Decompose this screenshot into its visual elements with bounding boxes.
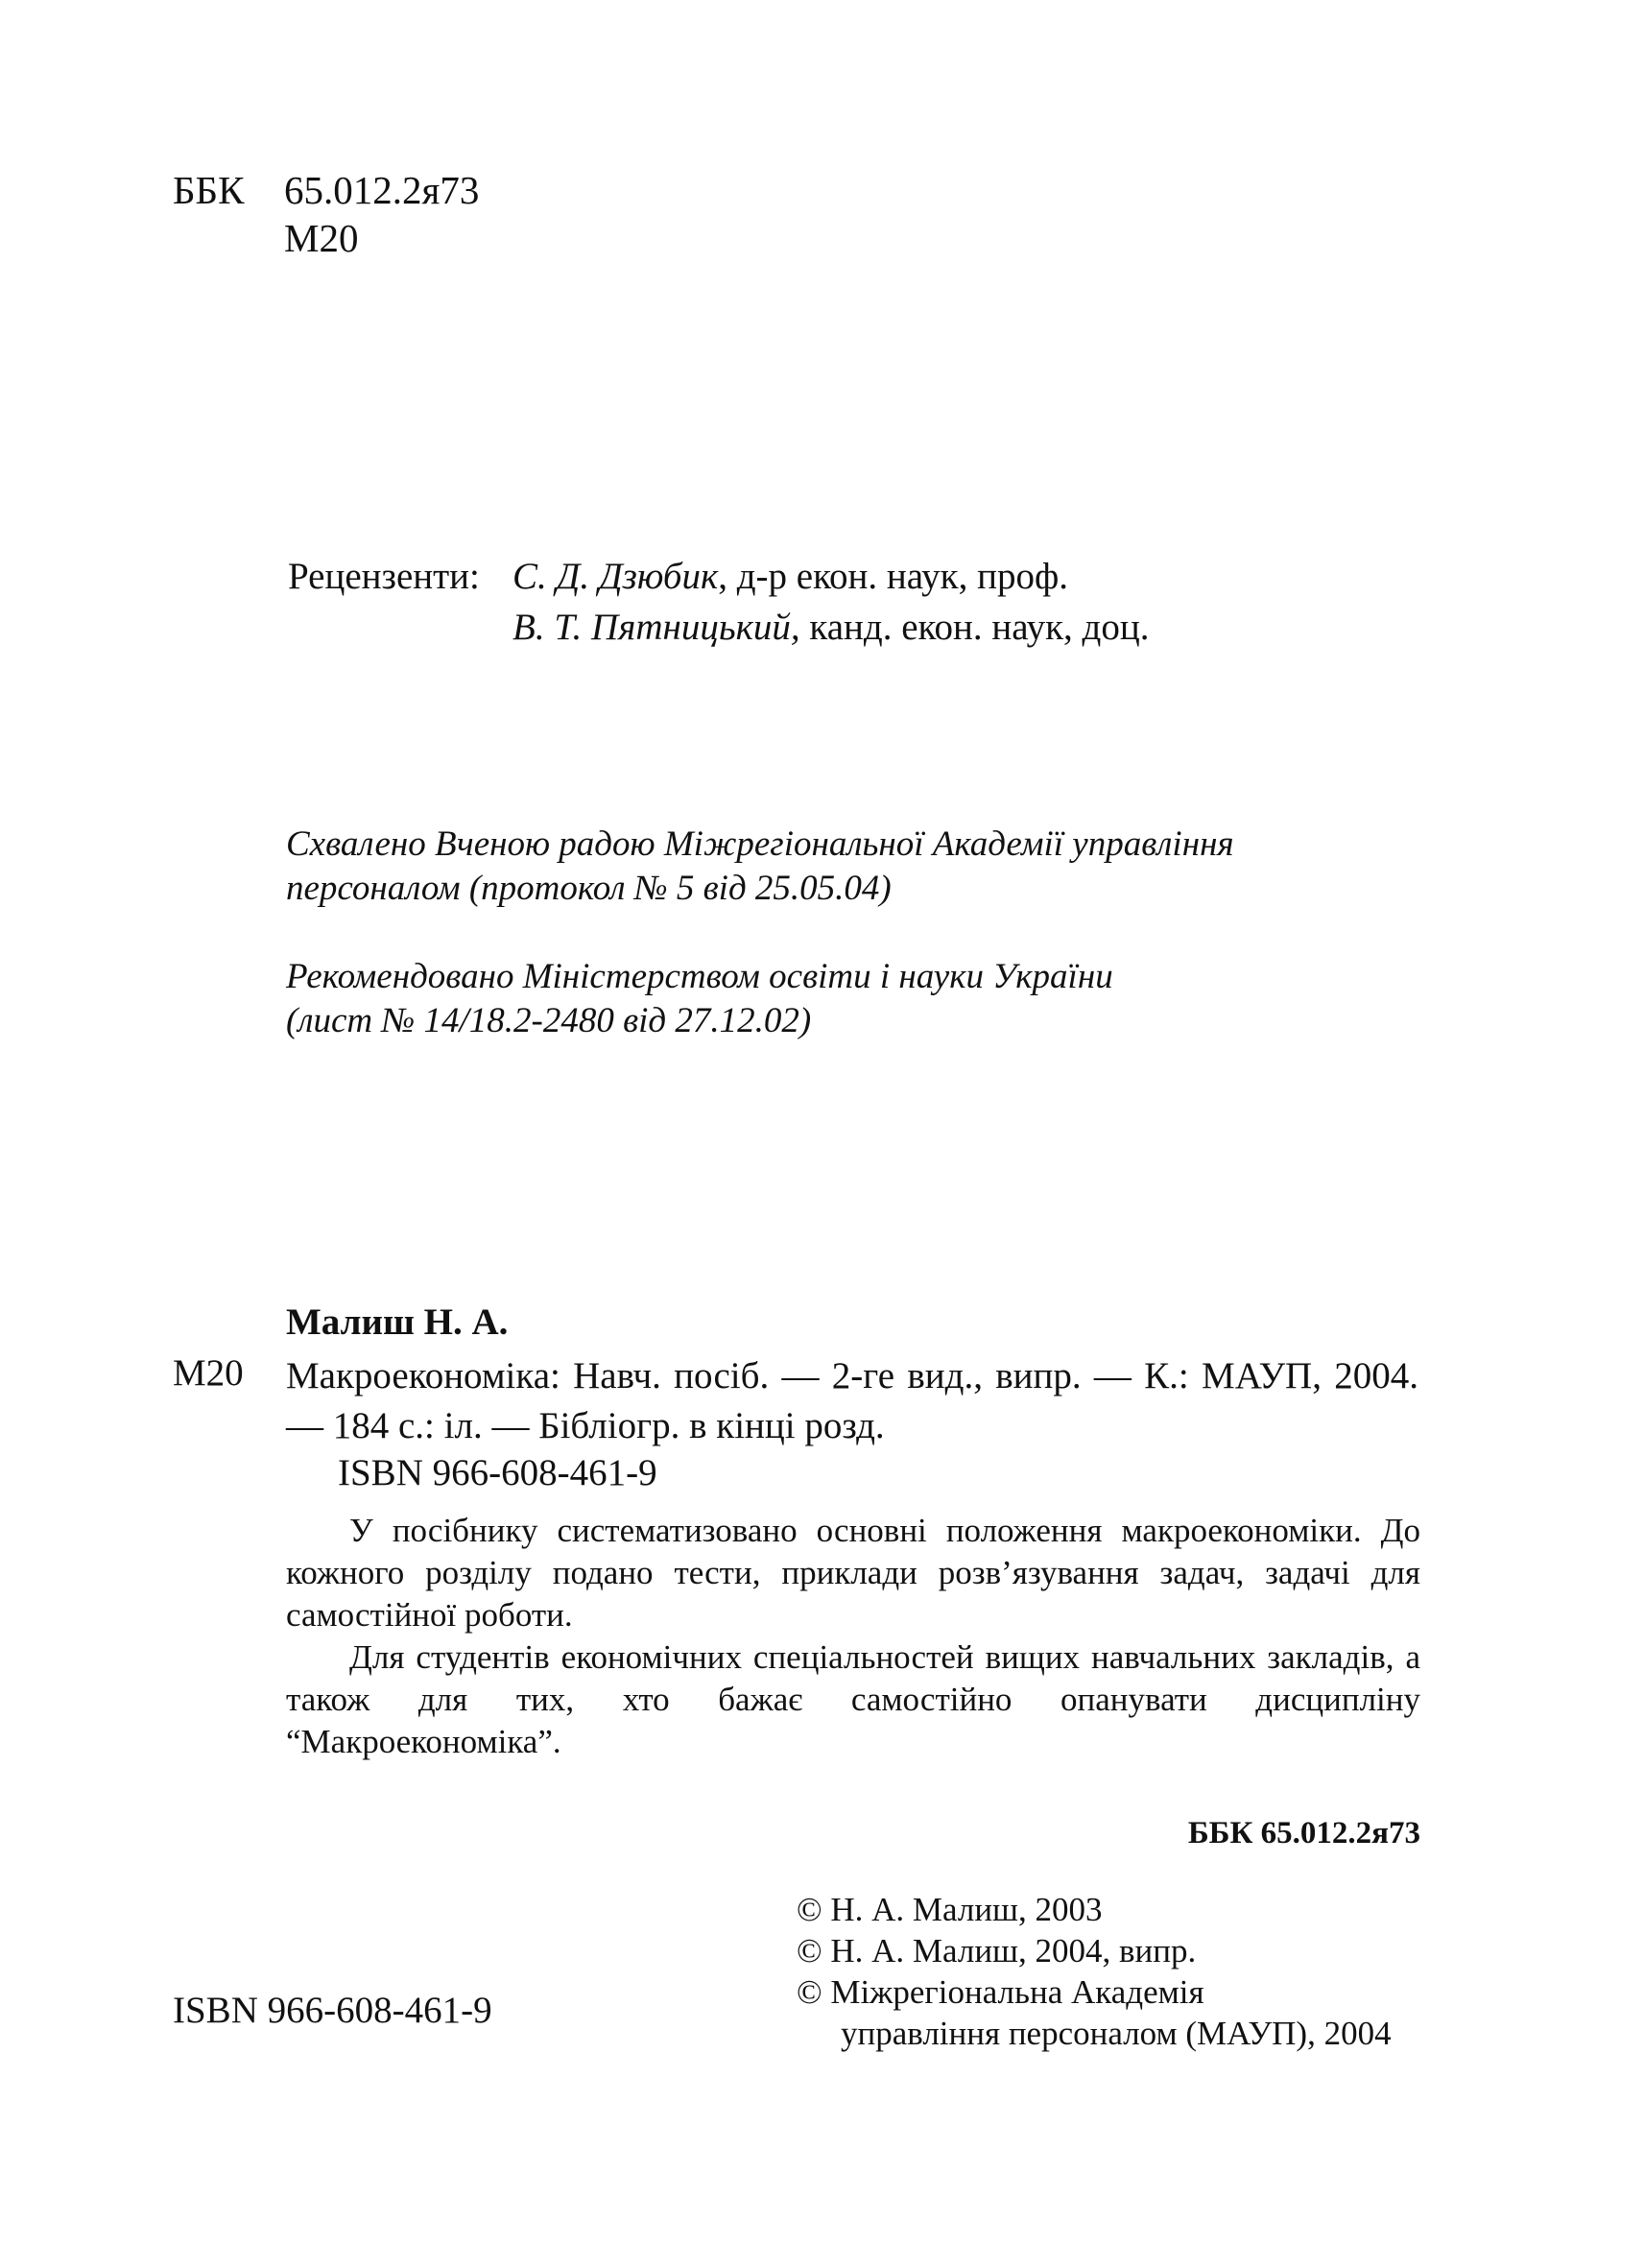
reviewer-1 (512, 558, 1068, 595)
card-mark: М20 (173, 1352, 244, 1394)
annotation (286, 1510, 1420, 1763)
approval-1-line-2: персоналом (протокол № 5 від 25.05.04) (286, 869, 892, 908)
reviewer-2-credentials: канд. екон. наук, доц. (799, 607, 1150, 648)
approval-2-line-1: Рекомендовано Міністерством освіти і науки України (286, 957, 1113, 996)
author-mark: М20 (284, 216, 359, 260)
card-isbn: ISBN 966-608-461-9 (338, 1452, 657, 1493)
card-author: Малиш Н. А. (286, 1301, 509, 1343)
approval-2-line-2: (лист № 14/18.2-2480 від 27.12.02) (286, 1001, 812, 1040)
card-bbk: ББК 65.012.2я73 (1187, 1816, 1420, 1850)
reviewers-label: Рецензенти: (288, 556, 480, 597)
copyright-block (797, 1889, 1392, 2054)
annotation-paragraph-2: Для студентів економічних спеціальностей вищих навчальних закладів, а також для тих, хто бажає самостійно опанувати дисципліну “Макроекономіка”. (286, 1638, 1420, 1760)
bbk-label: ББК (173, 168, 245, 212)
annotation-paragraph-1: У посібнику систематизовано основні положення макроекономіки. До кожного розділу подано тести, приклади розв’язування задач, задачі для самостійної роботи. (286, 1512, 1420, 1634)
copyright-line-3: © Міжрегіональна Академія (797, 1973, 1204, 2011)
card-description: Макроекономіка: Навч. посіб. — 2-ге вид., випр. — К.: МАУП, 2004. — 184 с.: іл. — Бібліогр. в кінці розд. (286, 1355, 1418, 1446)
isbn-bottom: ISBN 966-608-461-9 (173, 1990, 492, 2031)
reviewer-1-name: С. Д. Дзюбик (512, 556, 719, 597)
approval-ministry (286, 955, 1113, 1043)
reviewer-2 (512, 609, 1150, 646)
bbk-code: 65.012.2я73 (284, 168, 480, 212)
copyright-line-2: © Н. А. Малиш, 2004, випр. (797, 1932, 1197, 1970)
approval-academic-council (286, 823, 1234, 911)
copyright-line-1: © Н. А. Малиш, 2003 (797, 1891, 1103, 1928)
reviewer-2-name: В. Т. Пятницький, (512, 607, 800, 648)
approval-1-line-1: Схвалено Вченою радою Міжрегіональної Академії управління (286, 824, 1234, 864)
copyright-line-4: управління персоналом (МАУП), 2004 (841, 2015, 1392, 2052)
reviewer-1-credentials: , д-р екон. наук, проф. (718, 556, 1068, 597)
